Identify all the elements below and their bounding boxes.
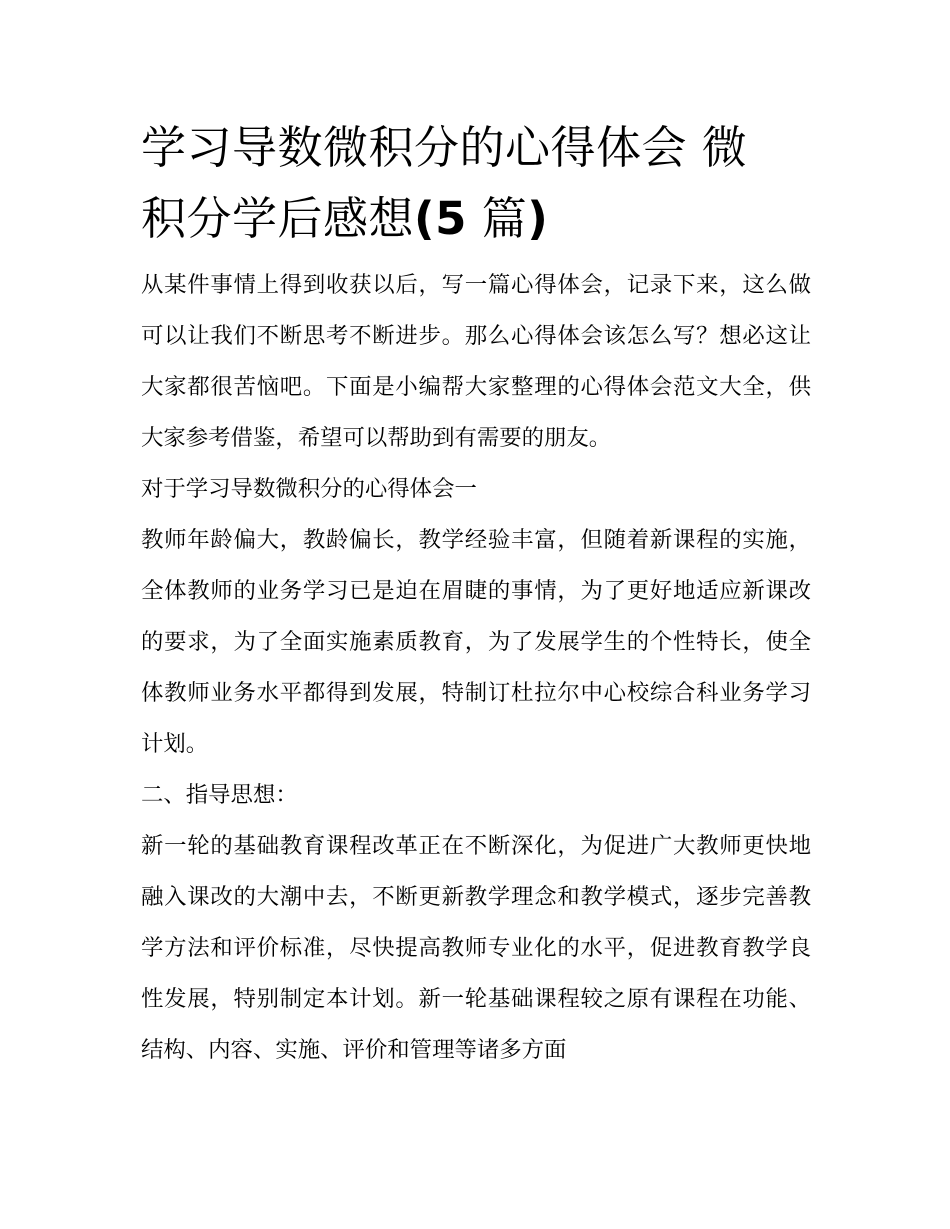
title-line-1: 学习导数微积分的心得体会 微	[141, 121, 748, 174]
document-title	[141, 112, 811, 254]
document-body	[141, 112, 811, 1076]
section-heading-2: 二、指导思想：	[141, 782, 298, 808]
title-count-close: )	[527, 192, 549, 245]
section-heading-1: 对于学习导数微积分的心得体会一	[141, 476, 477, 502]
body-paragraph-1: 教师年龄偏大，教龄偏长，教学经验丰富，但随着新课程的实施，全体教师的业务学习已是迫在眉睫的事情，为了更好地适应新课改的要求，为了全面实施素质教育，为了发展学生的个性特长，使全体教师业务水平都得到发展，特制订杜拉尔中心校综合科业务学习计划。	[141, 527, 811, 757]
title-count-open: (5	[414, 192, 467, 245]
title-count-unit: 篇	[481, 192, 528, 245]
intro-paragraph: 从某件事情上得到收获以后，写一篇心得体会，记录下来，这么做可以让我们不断思考不断进步。那么心得体会该怎么写？想必这让大家都很苦恼吧。下面是小编帮大家整理的心得体会范文大全，供大家参考借鉴，希望可以帮助到有需要的朋友。	[141, 272, 811, 451]
title-line-2: 积分学后感想	[141, 192, 415, 245]
body-paragraph-2: 新一轮的基础教育课程改革正在不断深化，为促进广大教师更快地融入课改的大潮中去，不断更新教学理念和教学模式，逐步完善教学方法和评价标准，尽快提高教师专业化的水平，促进教育教学良性发展，特别制定本计划。新一轮基础课程较之原有课程在功能、结构、内容、实施、评价和管理等诸多方面	[141, 833, 811, 1063]
